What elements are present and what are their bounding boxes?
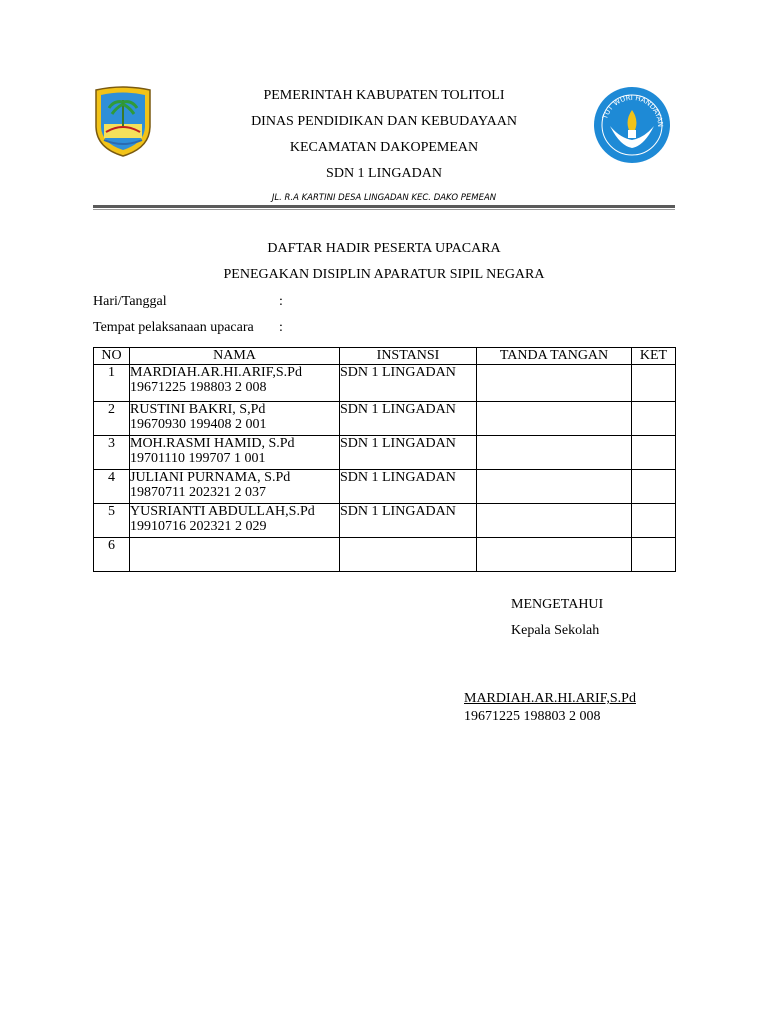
row-nama xyxy=(130,402,340,436)
row-no: 1 xyxy=(94,365,130,402)
signature-role: Kepala Sekolah xyxy=(511,623,600,638)
table-row xyxy=(94,538,676,572)
row-instansi: SDN 1 LINGADAN xyxy=(340,470,477,504)
table-row xyxy=(94,402,676,436)
row-no: 3 xyxy=(94,436,130,470)
row-signature-cell xyxy=(477,402,632,436)
header-nama: NAMA xyxy=(130,348,340,365)
row-instansi xyxy=(340,538,477,572)
signature-nip: 19671225 198803 2 008 xyxy=(464,709,601,724)
row-no: 4 xyxy=(94,470,130,504)
row-signature-cell xyxy=(477,436,632,470)
row-ket-cell xyxy=(632,538,676,572)
row-signature-cell xyxy=(477,538,632,572)
table-row xyxy=(94,436,676,470)
header-district: KECAMATAN DAKOPEMEAN xyxy=(289,140,479,155)
header-ket: KET xyxy=(632,348,676,365)
row-name: MOH.RASMI HAMID, S.Pd xyxy=(130,436,295,451)
date-label: Hari/Tanggal xyxy=(93,294,167,309)
row-nama xyxy=(130,538,340,572)
row-no: 5 xyxy=(94,504,130,538)
table-row xyxy=(94,504,676,538)
row-no: 6 xyxy=(94,538,130,572)
attendance-table xyxy=(93,347,676,572)
row-nip: 19670930 199408 2 001 xyxy=(130,417,267,432)
row-signature-cell xyxy=(477,470,632,504)
row-instansi: SDN 1 LINGADAN xyxy=(340,504,477,538)
svg-text:TUT WURI HANDAYANI: TUT WURI HANDAYAN xyxy=(601,93,665,128)
row-nama xyxy=(130,365,340,402)
row-instansi: SDN 1 LINGADAN xyxy=(340,402,477,436)
row-name: MARDIAH.AR.HI.ARIF,S.Pd xyxy=(130,365,302,380)
header-department: DINAS PENDIDIKAN DAN KEBUDAYAAN xyxy=(251,114,517,129)
letterhead-divider xyxy=(93,205,675,208)
row-ket-cell xyxy=(632,504,676,538)
header-government: PEMERINTAH KABUPATEN TOLITOLI xyxy=(263,88,505,103)
row-nip: 19701110 199707 1 001 xyxy=(130,451,266,466)
table-row xyxy=(94,470,676,504)
header-instansi: INSTANSI xyxy=(340,348,477,365)
row-no: 2 xyxy=(94,402,130,436)
row-name: RUSTINI BAKRI, S,Pd xyxy=(130,402,266,417)
row-name: JULIANI PURNAMA, S.Pd xyxy=(130,470,291,485)
row-nama xyxy=(130,436,340,470)
header-address: JL. R.A KARTINI DESA LINGADAN KEC. DAKO PEMEAN xyxy=(271,193,497,203)
document-title: DAFTAR HADIR PESERTA UPACARA xyxy=(267,241,501,256)
place-label: Tempat pelaksanaan upacara xyxy=(93,320,254,335)
header-school: SDN 1 LINGADAN xyxy=(326,166,442,181)
document-subtitle: PENEGAKAN DISIPLIN APARATUR SIPIL NEGARA xyxy=(223,267,545,282)
row-ket-cell xyxy=(632,436,676,470)
row-nip: 19870711 202321 2 037 xyxy=(130,485,266,500)
table-header-row xyxy=(94,348,676,365)
row-nama xyxy=(130,504,340,538)
letterhead-divider-thin xyxy=(93,209,675,210)
signature-name: MARDIAH.AR.HI.ARIF,S.Pd xyxy=(464,691,636,706)
row-ket-cell xyxy=(632,365,676,402)
place-colon: : xyxy=(279,320,283,335)
row-ket-cell xyxy=(632,470,676,504)
row-nip: 19671225 198803 2 008 xyxy=(130,380,267,395)
row-nip: 19910716 202321 2 029 xyxy=(130,519,267,534)
table-row xyxy=(94,365,676,402)
header-tanda-tangan: TANDA TANGAN xyxy=(477,348,632,365)
row-nama xyxy=(130,470,340,504)
row-signature-cell xyxy=(477,504,632,538)
row-signature-cell xyxy=(477,365,632,402)
header-no: NO xyxy=(94,348,130,365)
row-ket-cell xyxy=(632,402,676,436)
date-colon: : xyxy=(279,294,283,309)
row-name: YUSRIANTI ABDULLAH,S.Pd xyxy=(130,504,315,519)
row-instansi: SDN 1 LINGADAN xyxy=(340,436,477,470)
signature-acknowledge: MENGETAHUI xyxy=(511,597,604,612)
row-instansi: SDN 1 LINGADAN xyxy=(340,365,477,402)
